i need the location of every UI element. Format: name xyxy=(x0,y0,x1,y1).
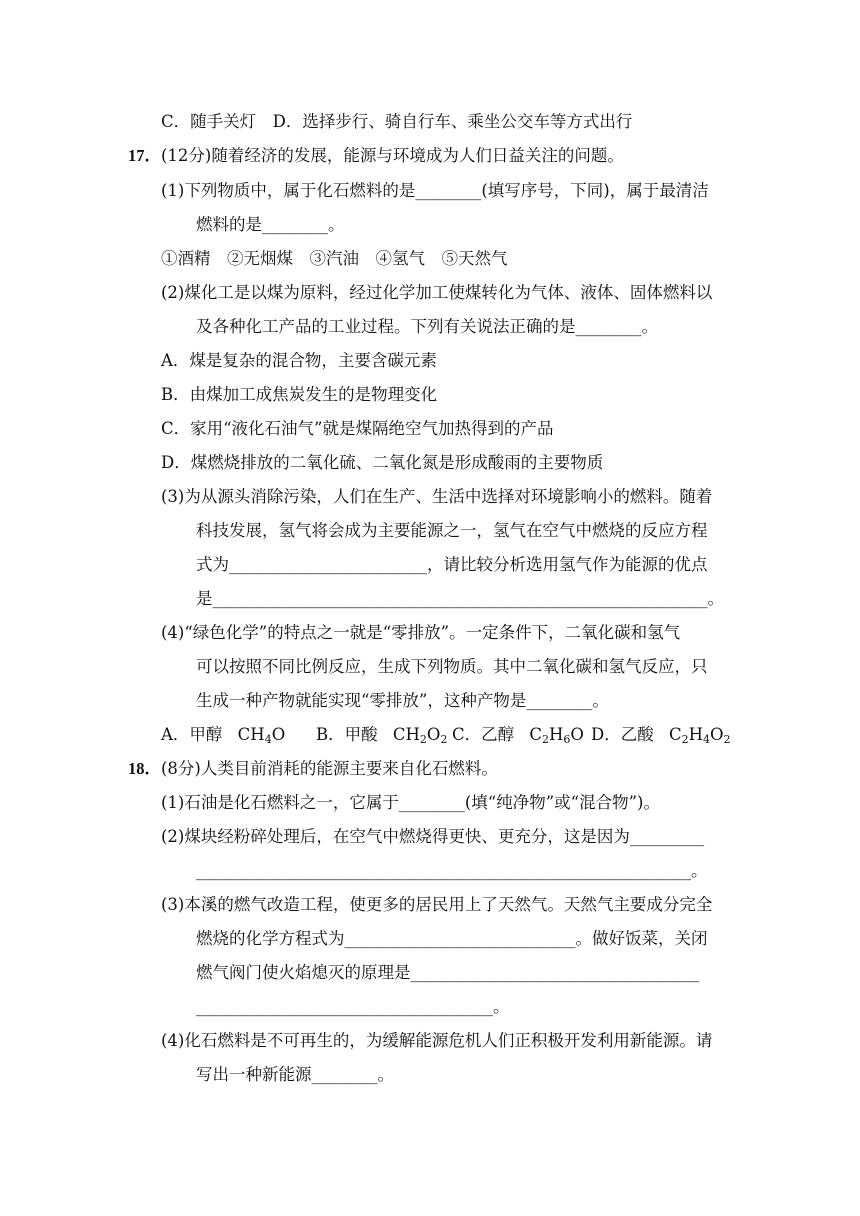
option-c xyxy=(452,725,584,745)
option-a-label: A．甲醇 xyxy=(161,725,223,744)
q17-part2-line1: (2)煤化工是以煤为原料，经过化学加工使煤转化为气体、液体、固体燃料以 xyxy=(161,283,713,302)
q18-part2-line2: ____________________________________________________________。 xyxy=(196,861,708,880)
option-b xyxy=(316,725,447,745)
q18-part4-line1: (4)化石燃料是不可再生的，为缓解能源危机人们正积极开发利用新能源。请 xyxy=(161,1031,713,1050)
option-b-label: B．甲酸 xyxy=(316,725,378,744)
q17-option-b: B．由煤加工成焦炭发生的是物理变化 xyxy=(161,385,438,404)
q17-part1-line1: (1)下列物质中，属于化石燃料的是________(填写序号，下同)，属于最清洁 xyxy=(161,181,709,200)
option-d xyxy=(591,725,731,745)
q17-option-c: C．家用“液化石油气”就是煤隔绝空气加热得到的产品 xyxy=(161,419,554,438)
question-18-header xyxy=(128,759,498,779)
q18-part3-line3: 燃气阀门使火焰熄灭的原理是___________________________________ xyxy=(196,963,700,982)
q17-part4-line1: (4)“绿色化学”的特点之一就是“零排放”。一定条件下，二氧化碳和氢气 xyxy=(161,623,681,642)
q17-substance-list: ①酒精 ②无烟煤 ③汽油 ④氢气 ⑤天然气 xyxy=(161,249,508,268)
q17-option-a: A．煤是复杂的混合物，主要含碳元素 xyxy=(161,351,437,370)
question-17-number: 17． xyxy=(128,146,161,165)
q17-part3-line1: (3)为从源头消除污染，人们在生产、生活中选择对环境影响小的燃料。随着 xyxy=(161,487,713,506)
question-18-number: 18． xyxy=(128,759,161,778)
q17-part3-line4: 是____________________________________________________________。 xyxy=(196,589,724,608)
option-c-formula: $C_2H_6O$ xyxy=(529,725,584,746)
q18-part3-line1: (3)本溪的燃气改造工程，使更多的居民用上了天然气。天然气主要成分完全 xyxy=(161,895,713,914)
question-17-header xyxy=(128,146,624,166)
q17-part4-line2: 可以按照不同比例反应，生成下列物质。其中二氧化碳和氢气反应，只 xyxy=(196,657,708,676)
q17-part1-line2: 燃料的是________。 xyxy=(196,215,345,234)
option-c-label: C．乙醇 xyxy=(452,725,515,744)
q16-options-cd: C．随手关灯 D．选择步行、骑自行车、乘坐公交车等方式出行 xyxy=(161,112,633,131)
option-b-formula: $CH_2O_2$ xyxy=(392,725,448,746)
q17-part2-line2: 及各种化工产品的工业过程。下列有关说法正确的是________。 xyxy=(196,317,658,336)
option-a-formula: $CH_4O$ xyxy=(237,725,286,746)
q18-part3-line2: 燃烧的化学方程式为____________________________。做好饭菜，关闭 xyxy=(196,929,708,948)
q17-part4-line3: 生成一种产物就能实现“零排放”，这种产物是________。 xyxy=(196,691,609,710)
option-d-formula: $C_2H_4O_2$ xyxy=(668,725,731,746)
question-18-stem: (8分)人类目前消耗的能源主要来自化石燃料。 xyxy=(161,759,498,778)
q18-part2-line1: (2)煤块经粉碎处理后，在空气中燃烧得更快、更充分，这是因为_________ xyxy=(161,827,705,846)
option-a xyxy=(161,725,285,745)
option-d-label: D．乙酸 xyxy=(591,725,654,744)
q18-part3-line4: ____________________________________。 xyxy=(196,997,510,1016)
q17-option-d: D．煤燃烧排放的二氧化硫、二氧化氮是形成酸雨的主要物质 xyxy=(161,453,604,472)
q18-part1: (1)石油是化石燃料之一，它属于________(填“纯净物”或“混合物”)。 xyxy=(161,793,660,812)
q17-part3-line2: 科技发展，氢气将会成为主要能源之一，氢气在空气中燃烧的反应方程 xyxy=(196,521,708,540)
q18-part4-line2: 写出一种新能源________。 xyxy=(196,1065,394,1084)
q17-part3-line3: 式为________________________，请比较分析选用氢气作为能源的优点 xyxy=(196,555,708,574)
question-17-stem: (12分)随着经济的发展，能源与环境成为人们日益关注的问题。 xyxy=(161,146,624,165)
